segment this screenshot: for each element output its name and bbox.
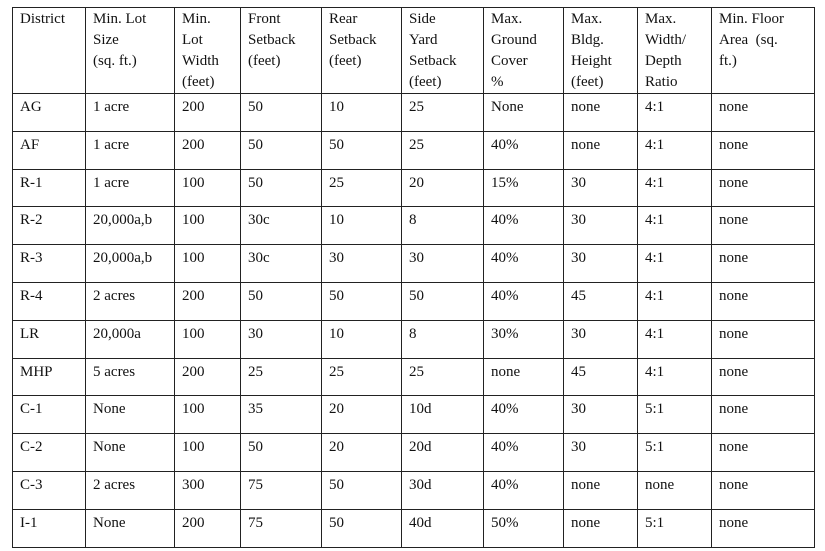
column-header-line: (feet) bbox=[409, 74, 442, 90]
table-cell: 100 bbox=[175, 245, 241, 283]
table-cell: 50 bbox=[241, 434, 322, 472]
table-cell: 30d bbox=[402, 471, 484, 509]
table-cell: 1 acre bbox=[86, 131, 175, 169]
column-header-line: (feet) bbox=[571, 74, 604, 90]
district-cell: C-2 bbox=[13, 434, 86, 472]
table-cell: 20,000a bbox=[86, 320, 175, 358]
table-cell: 30 bbox=[564, 434, 638, 472]
table-cell: 4:1 bbox=[638, 131, 712, 169]
column-header bbox=[638, 8, 712, 94]
column-header-line: Rear bbox=[329, 11, 358, 27]
table-cell: 25 bbox=[322, 169, 402, 207]
column-header-line: Yard bbox=[409, 32, 438, 48]
district-cell: R-1 bbox=[13, 169, 86, 207]
column-header bbox=[175, 8, 241, 94]
column-header-line: Ratio bbox=[645, 74, 678, 90]
column-header-line: Max. bbox=[645, 11, 677, 27]
table-cell: 8 bbox=[402, 207, 484, 245]
table-cell: 25 bbox=[402, 131, 484, 169]
column-header-line: Front bbox=[248, 11, 281, 27]
column-header-line: Cover bbox=[491, 53, 528, 69]
table-cell: 5:1 bbox=[638, 509, 712, 547]
column-header-line: (sq. ft.) bbox=[93, 53, 137, 69]
table-cell: 8 bbox=[402, 320, 484, 358]
table-cell: 200 bbox=[175, 358, 241, 396]
table-cell: 5:1 bbox=[638, 396, 712, 434]
table-cell: 20 bbox=[322, 396, 402, 434]
table-cell: 20 bbox=[322, 434, 402, 472]
table-cell: 10 bbox=[322, 320, 402, 358]
table-cell: 200 bbox=[175, 94, 241, 132]
table-cell: 5:1 bbox=[638, 434, 712, 472]
table-cell: 50 bbox=[322, 131, 402, 169]
district-cell: AG bbox=[13, 94, 86, 132]
table-row bbox=[13, 358, 815, 396]
column-header bbox=[564, 8, 638, 94]
table-cell: 100 bbox=[175, 396, 241, 434]
district-cell: MHP bbox=[13, 358, 86, 396]
table-cell: 30c bbox=[241, 245, 322, 283]
table-cell: 30 bbox=[322, 245, 402, 283]
table-cell: 40% bbox=[484, 131, 564, 169]
district-cell: R-3 bbox=[13, 245, 86, 283]
district-cell: R-2 bbox=[13, 207, 86, 245]
table-cell: 40% bbox=[484, 471, 564, 509]
table-cell: 10 bbox=[322, 207, 402, 245]
table-row bbox=[13, 207, 815, 245]
table-cell: 30 bbox=[564, 320, 638, 358]
table-row bbox=[13, 169, 815, 207]
table-cell: none bbox=[712, 471, 815, 509]
table-body bbox=[13, 94, 815, 548]
column-header-line: Setback bbox=[329, 32, 377, 48]
column-header-line: Area (sq. bbox=[719, 32, 778, 48]
table-cell: 4:1 bbox=[638, 282, 712, 320]
table-row bbox=[13, 320, 815, 358]
table-cell: 1 acre bbox=[86, 169, 175, 207]
table-cell: none bbox=[712, 358, 815, 396]
table-cell: none bbox=[712, 396, 815, 434]
table-cell: 40d bbox=[402, 509, 484, 547]
column-header-line: Lot bbox=[182, 32, 203, 48]
table-cell: 30 bbox=[564, 245, 638, 283]
column-header-line: Min. bbox=[182, 11, 211, 27]
table-cell: 25 bbox=[322, 358, 402, 396]
header-row bbox=[13, 8, 815, 94]
table-cell: 100 bbox=[175, 169, 241, 207]
table-cell: 30% bbox=[484, 320, 564, 358]
table-row bbox=[13, 471, 815, 509]
table-row bbox=[13, 282, 815, 320]
table-cell: 20,000a,b bbox=[86, 207, 175, 245]
table-cell: 75 bbox=[241, 509, 322, 547]
table-cell: 45 bbox=[564, 358, 638, 396]
column-header-line: Side bbox=[409, 11, 436, 27]
table-cell: 10d bbox=[402, 396, 484, 434]
column-header bbox=[484, 8, 564, 94]
table-cell: 2 acres bbox=[86, 471, 175, 509]
table-cell: 30 bbox=[241, 320, 322, 358]
table-cell: 30c bbox=[241, 207, 322, 245]
district-cell: R-4 bbox=[13, 282, 86, 320]
column-header-line: Width/ bbox=[645, 32, 687, 48]
table-cell: none bbox=[564, 94, 638, 132]
column-header-line: Depth bbox=[645, 53, 682, 69]
table-cell: None bbox=[484, 94, 564, 132]
table-cell: 25 bbox=[402, 358, 484, 396]
table-cell: none bbox=[712, 320, 815, 358]
table-cell: 50 bbox=[322, 282, 402, 320]
table-cell: none bbox=[712, 245, 815, 283]
column-header-line: Max. bbox=[571, 11, 603, 27]
table-cell: 200 bbox=[175, 282, 241, 320]
district-cell: LR bbox=[13, 320, 86, 358]
table-cell: 45 bbox=[564, 282, 638, 320]
column-header-line: Ground bbox=[491, 32, 537, 48]
table-cell: None bbox=[86, 434, 175, 472]
table-cell: none bbox=[712, 434, 815, 472]
table-cell: none bbox=[484, 358, 564, 396]
district-cell: I-1 bbox=[13, 509, 86, 547]
table-cell: 5 acres bbox=[86, 358, 175, 396]
district-cell: AF bbox=[13, 131, 86, 169]
table-cell: 4:1 bbox=[638, 245, 712, 283]
table-row bbox=[13, 509, 815, 547]
zoning-requirements-table bbox=[12, 7, 815, 548]
table-cell: 20d bbox=[402, 434, 484, 472]
table-row bbox=[13, 434, 815, 472]
table-cell: 35 bbox=[241, 396, 322, 434]
table-cell: 2 acres bbox=[86, 282, 175, 320]
table-cell: 40% bbox=[484, 245, 564, 283]
table-cell: 4:1 bbox=[638, 358, 712, 396]
table-cell: 75 bbox=[241, 471, 322, 509]
column-header-line: Min. Lot bbox=[93, 11, 147, 27]
table-row bbox=[13, 396, 815, 434]
table-cell: 40% bbox=[484, 434, 564, 472]
table-cell: none bbox=[638, 471, 712, 509]
table-cell: 40% bbox=[484, 207, 564, 245]
table-cell: 50 bbox=[241, 131, 322, 169]
column-header-line: Max. bbox=[491, 11, 523, 27]
table-cell: 20 bbox=[402, 169, 484, 207]
table-cell: 50 bbox=[241, 169, 322, 207]
table-cell: none bbox=[712, 282, 815, 320]
table-cell: none bbox=[712, 94, 815, 132]
table-cell: 1 acre bbox=[86, 94, 175, 132]
table-cell: 25 bbox=[402, 94, 484, 132]
table-row bbox=[13, 245, 815, 283]
column-header-line: (feet) bbox=[329, 53, 362, 69]
column-header-line: Size bbox=[93, 32, 119, 48]
table-cell: none bbox=[712, 207, 815, 245]
table-cell: 20,000a,b bbox=[86, 245, 175, 283]
table-header bbox=[13, 8, 815, 94]
table-cell: none bbox=[712, 131, 815, 169]
column-header-line: Setback bbox=[248, 32, 296, 48]
table-cell: 4:1 bbox=[638, 320, 712, 358]
column-header bbox=[13, 8, 86, 94]
table-cell: 4:1 bbox=[638, 94, 712, 132]
table-cell: 30 bbox=[564, 169, 638, 207]
column-header-line: Width bbox=[182, 53, 219, 69]
table-cell: 50% bbox=[484, 509, 564, 547]
table-cell: 40% bbox=[484, 282, 564, 320]
column-header-line: Bldg. bbox=[571, 32, 604, 48]
column-header bbox=[712, 8, 815, 94]
table-cell: 10 bbox=[322, 94, 402, 132]
table-cell: None bbox=[86, 396, 175, 434]
table-cell: 200 bbox=[175, 131, 241, 169]
table-cell: 40% bbox=[484, 396, 564, 434]
table-cell: 15% bbox=[484, 169, 564, 207]
district-cell: C-3 bbox=[13, 471, 86, 509]
table-cell: 50 bbox=[322, 509, 402, 547]
district-cell: C-1 bbox=[13, 396, 86, 434]
table-cell: none bbox=[712, 509, 815, 547]
column-header-line: Height bbox=[571, 53, 612, 69]
table-cell: 30 bbox=[402, 245, 484, 283]
table-cell: 25 bbox=[241, 358, 322, 396]
table-cell: 50 bbox=[402, 282, 484, 320]
table-cell: none bbox=[712, 169, 815, 207]
table-cell: none bbox=[564, 509, 638, 547]
column-header-line: (feet) bbox=[248, 53, 281, 69]
table-cell: 100 bbox=[175, 434, 241, 472]
table-cell: 30 bbox=[564, 207, 638, 245]
column-header bbox=[241, 8, 322, 94]
column-header-line: Min. Floor bbox=[719, 11, 785, 27]
table-cell: 4:1 bbox=[638, 169, 712, 207]
column-header-line: (feet) bbox=[182, 74, 215, 90]
column-header-line: District bbox=[20, 11, 65, 27]
table-cell: none bbox=[564, 131, 638, 169]
column-header-line: Setback bbox=[409, 53, 457, 69]
table-cell: 50 bbox=[322, 471, 402, 509]
column-header bbox=[402, 8, 484, 94]
table-cell: 4:1 bbox=[638, 207, 712, 245]
table-cell: 100 bbox=[175, 320, 241, 358]
table-row bbox=[13, 131, 815, 169]
table-cell: 200 bbox=[175, 509, 241, 547]
column-header bbox=[322, 8, 402, 94]
table-cell: 300 bbox=[175, 471, 241, 509]
table-cell: 50 bbox=[241, 282, 322, 320]
table-cell: 100 bbox=[175, 207, 241, 245]
table-cell: 30 bbox=[564, 396, 638, 434]
table-row bbox=[13, 94, 815, 132]
column-header bbox=[86, 8, 175, 94]
table-cell: None bbox=[86, 509, 175, 547]
table-cell: 50 bbox=[241, 94, 322, 132]
table-cell: none bbox=[564, 471, 638, 509]
column-header-line: ft.) bbox=[719, 53, 737, 69]
column-header-line: % bbox=[491, 74, 504, 90]
